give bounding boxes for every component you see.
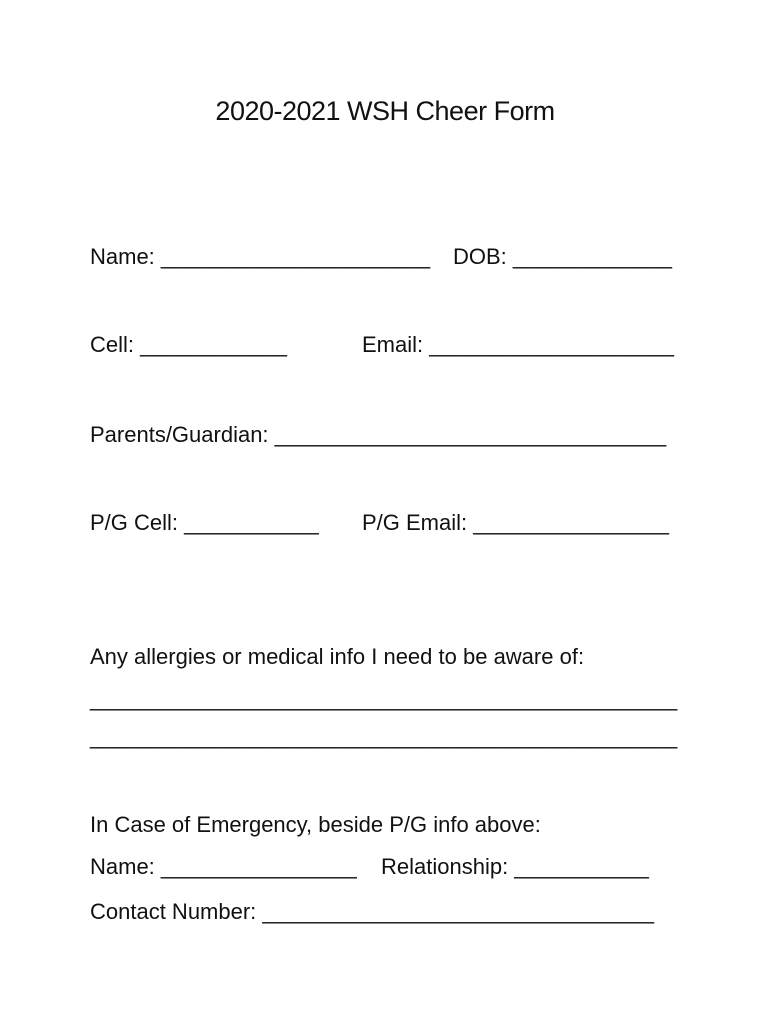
name-field-line: Name: ______________________ — [90, 244, 431, 269]
emergency-heading: In Case of Emergency, beside P/G info above: — [90, 812, 541, 837]
relationship-field-line: Relationship: ___________ — [381, 854, 649, 879]
email-field-line: Email: ____________________ — [362, 332, 674, 357]
pg-email-field-line: P/G Email: ________________ — [362, 510, 670, 535]
emergency-name-field-line: Name: ________________ — [90, 854, 357, 879]
form-title: 2020-2021 WSH Cheer Form — [215, 96, 555, 126]
contact-number-field-line: Contact Number: ________________________________ — [90, 899, 654, 924]
allergies-blank-line-2: ________________________________________________ — [90, 724, 678, 749]
allergies-blank-line-1: ________________________________________________ — [90, 686, 678, 711]
cell-field-line: Cell: ____________ — [90, 332, 287, 357]
pg-cell-field-line: P/G Cell: ___________ — [90, 510, 319, 535]
dob-field-line: DOB: _____________ — [453, 244, 672, 269]
allergies-label: Any allergies or medical info I need to be aware of: — [90, 644, 585, 669]
parents-guardian-field-line: Parents/Guardian: ________________________________ — [90, 422, 667, 447]
